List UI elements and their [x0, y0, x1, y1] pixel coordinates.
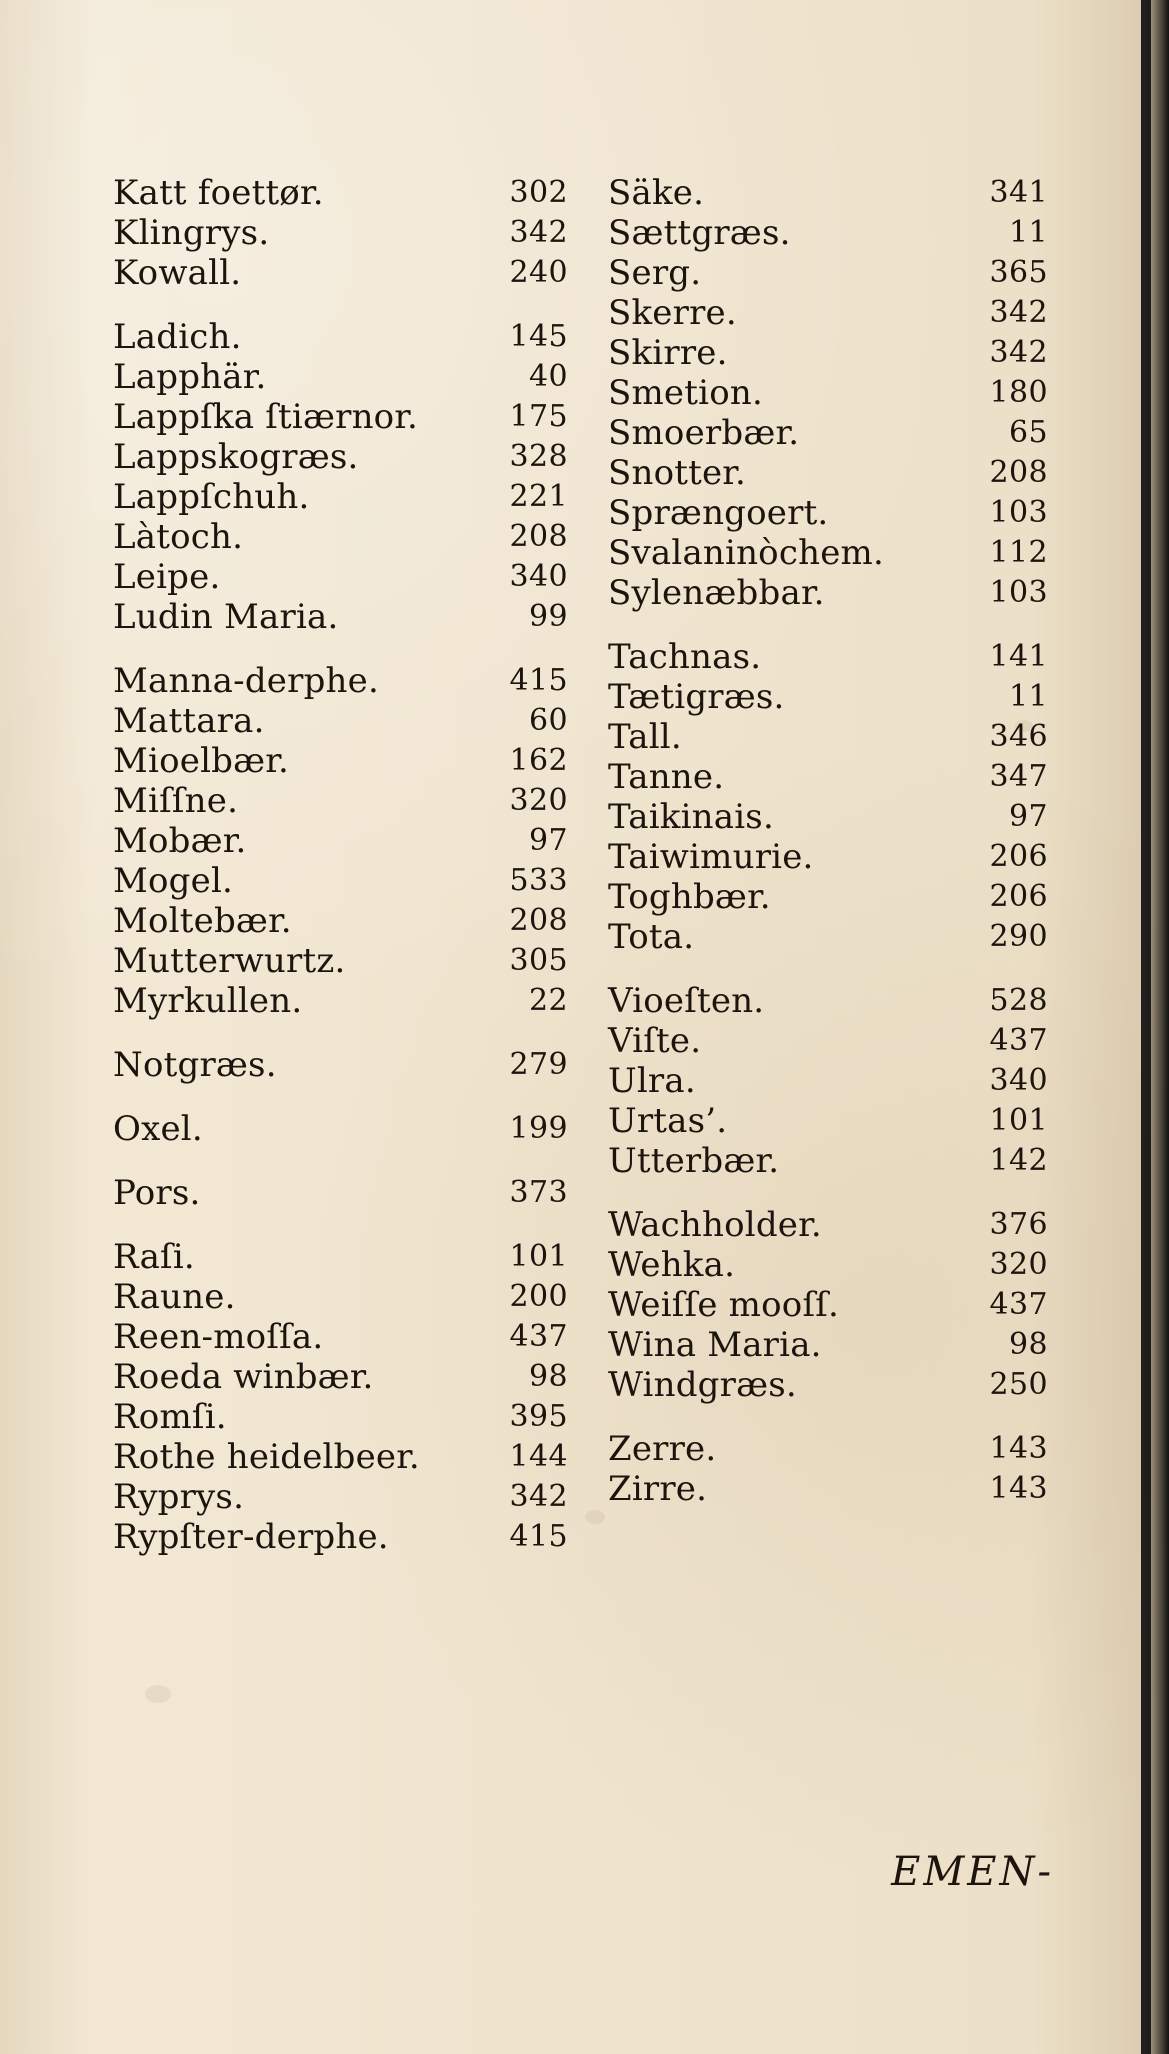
index-term: Rypſter-derphe.	[113, 1517, 389, 1557]
section-gap	[113, 1213, 568, 1237]
index-term: Moltebær.	[113, 901, 292, 941]
page-number: 437	[989, 1287, 1048, 1322]
page-number: 98	[1009, 1327, 1048, 1362]
index-term: Tachnas.	[608, 637, 762, 677]
index-term: Mattara.	[113, 701, 265, 741]
index-entry	[113, 213, 568, 253]
page-number: 221	[509, 479, 568, 514]
section-gap	[608, 613, 1048, 637]
index-entry	[608, 373, 1048, 413]
index-term: Roeda winbær.	[113, 1357, 374, 1397]
index-term: Myrkullen.	[113, 981, 303, 1021]
index-entry	[113, 701, 568, 741]
index-term: Notgræs.	[113, 1045, 277, 1085]
index-term: Vioeſten.	[608, 981, 765, 1021]
paper-stain	[145, 1685, 171, 1703]
index-term: Utterbær.	[608, 1141, 780, 1181]
index-entry	[113, 397, 568, 437]
index-entry	[113, 437, 568, 477]
index-entry	[608, 1285, 1048, 1325]
page-number: 142	[989, 1143, 1048, 1178]
page-number: 180	[989, 375, 1048, 410]
index-entry	[113, 1173, 568, 1213]
index-term: Urtas’.	[608, 1101, 728, 1141]
page-number: 60	[529, 703, 568, 738]
index-entry	[608, 293, 1048, 333]
index-entry	[608, 1245, 1048, 1285]
index-entry	[608, 413, 1048, 453]
page-number: 208	[509, 519, 568, 554]
index-term: Ryprys.	[113, 1477, 245, 1517]
index-entry	[113, 821, 568, 861]
index-term: Leipe.	[113, 557, 221, 597]
catchword: EMEN-	[891, 1849, 1054, 1895]
index-entry	[113, 661, 568, 701]
index-entry	[608, 333, 1048, 373]
index-entry	[608, 493, 1048, 533]
page-number: 208	[509, 903, 568, 938]
page-number: 528	[989, 983, 1048, 1018]
index-entry	[113, 357, 568, 397]
index-entry	[608, 837, 1048, 877]
page-number: 97	[529, 823, 568, 858]
index-term: Oxel.	[113, 1109, 203, 1149]
index-entry	[608, 677, 1048, 717]
index-term: Mioelbær.	[113, 741, 290, 781]
page-number: 206	[989, 839, 1048, 874]
page-number: 250	[989, 1367, 1048, 1402]
index-entry	[113, 1517, 568, 1557]
index-term: Mobær.	[113, 821, 247, 861]
page-number: 533	[509, 863, 568, 898]
section-gap	[608, 1181, 1048, 1205]
index-entry	[113, 901, 568, 941]
section-gap	[113, 293, 568, 317]
index-term: Taiwimurie.	[608, 837, 814, 877]
index-entry	[113, 741, 568, 781]
index-entry	[608, 573, 1048, 613]
index-entry	[608, 757, 1048, 797]
index-term: Kowall.	[113, 253, 242, 293]
index-term: Taikinais.	[608, 797, 774, 837]
right-index-column	[608, 173, 1048, 1509]
index-term: Lappskogræs.	[113, 437, 359, 477]
index-entry	[113, 1045, 568, 1085]
index-term: Zerre.	[608, 1429, 717, 1469]
index-term: Säke.	[608, 173, 705, 213]
index-term: Lappſchuh.	[113, 477, 310, 517]
index-term: Smetion.	[608, 373, 763, 413]
page-number: 22	[529, 983, 568, 1018]
section-gap	[113, 637, 568, 661]
index-entry	[113, 861, 568, 901]
page-number: 240	[509, 255, 568, 290]
page-number: 328	[509, 439, 568, 474]
index-entry	[608, 1021, 1048, 1061]
page-number: 101	[509, 1239, 568, 1274]
page-number: 342	[989, 295, 1048, 330]
page-number: 320	[509, 783, 568, 818]
page-number: 373	[509, 1175, 568, 1210]
page-number: 437	[509, 1319, 568, 1354]
index-entry	[113, 1277, 568, 1317]
index-entry	[608, 1205, 1048, 1245]
page-number: 415	[509, 1519, 568, 1554]
index-entry	[113, 517, 568, 557]
index-term: Weiſſe mooſſ.	[608, 1285, 840, 1325]
index-entry	[608, 173, 1048, 213]
index-entry	[113, 781, 568, 821]
page-number: 99	[529, 599, 568, 634]
index-term: Tota.	[608, 917, 695, 957]
page-number: 290	[989, 919, 1048, 954]
index-term: Sættgræs.	[608, 213, 791, 253]
page-number: 144	[509, 1439, 568, 1474]
index-entry	[608, 877, 1048, 917]
index-term: Windgræs.	[608, 1365, 797, 1405]
index-term: Tanne.	[608, 757, 725, 797]
index-term: Katt foettør.	[113, 173, 324, 213]
index-term: Tall.	[608, 717, 682, 757]
page-number: 103	[989, 495, 1048, 530]
index-term: Mutterwurtz.	[113, 941, 346, 981]
page-number: 342	[989, 335, 1048, 370]
index-term: Smoerbær.	[608, 413, 800, 453]
index-entry	[608, 1061, 1048, 1101]
index-entry	[608, 1141, 1048, 1181]
index-term: Ladich.	[113, 317, 242, 357]
page-number: 143	[989, 1431, 1048, 1466]
page-number: 208	[989, 455, 1048, 490]
index-term: Wina Maria.	[608, 1325, 822, 1365]
index-term: Viſte.	[608, 1021, 702, 1061]
index-term: Lappſka ſtiærnor.	[113, 397, 419, 437]
page-number: 415	[509, 663, 568, 698]
index-entry	[113, 1477, 568, 1517]
index-entry	[113, 1357, 568, 1397]
index-term: Reen-moſſa.	[113, 1317, 324, 1357]
index-term: Skirre.	[608, 333, 728, 373]
index-term: Ludin Maria.	[113, 597, 339, 637]
page-number: 162	[509, 743, 568, 778]
index-term: Miſſne.	[113, 781, 239, 821]
section-gap	[113, 1021, 568, 1045]
page-number: 145	[509, 319, 568, 354]
page-number: 437	[989, 1023, 1048, 1058]
page-number: 340	[509, 559, 568, 594]
page-number: 346	[989, 719, 1048, 754]
index-entry	[608, 1325, 1048, 1365]
index-entry	[608, 797, 1048, 837]
page-number: 40	[529, 359, 568, 394]
index-term: Toghbær.	[608, 877, 771, 917]
index-term: Skerre.	[608, 293, 737, 333]
index-term: Raſi.	[113, 1237, 195, 1277]
index-entry	[113, 557, 568, 597]
index-entry	[608, 717, 1048, 757]
page-number: 11	[1009, 215, 1048, 250]
index-entry	[113, 1397, 568, 1437]
index-entry	[608, 981, 1048, 1021]
page-number: 206	[989, 879, 1048, 914]
page-number: 347	[989, 759, 1048, 794]
index-term: Wehka.	[608, 1245, 736, 1285]
page-number: 112	[989, 535, 1048, 570]
index-entry	[608, 1429, 1048, 1469]
index-entry	[608, 1101, 1048, 1141]
page-number: 175	[509, 399, 568, 434]
index-term: Svalaninòchem.	[608, 533, 884, 573]
page-edge	[1141, 0, 1151, 2054]
index-entry	[113, 173, 568, 213]
page-number: 320	[989, 1247, 1048, 1282]
index-entry	[608, 453, 1048, 493]
page-number: 65	[1009, 415, 1048, 450]
index-entry	[608, 213, 1048, 253]
index-entry	[113, 1109, 568, 1149]
page-number: 98	[529, 1359, 568, 1394]
left-index-column	[113, 173, 568, 1557]
index-entry	[608, 1469, 1048, 1509]
index-term: Romſi.	[113, 1397, 227, 1437]
section-gap	[608, 1405, 1048, 1429]
page-number: 103	[989, 575, 1048, 610]
page-number: 143	[989, 1471, 1048, 1506]
index-entry	[113, 317, 568, 357]
index-term: Wachholder.	[608, 1205, 822, 1245]
section-gap	[113, 1085, 568, 1109]
index-entry	[608, 253, 1048, 293]
index-entry	[113, 477, 568, 517]
index-term: Lapphär.	[113, 357, 267, 397]
index-entry	[113, 1237, 568, 1277]
page-number: 341	[989, 175, 1048, 210]
index-entry	[608, 1365, 1048, 1405]
page-number: 279	[509, 1047, 568, 1082]
index-entry	[113, 1437, 568, 1477]
index-entry	[608, 917, 1048, 957]
paper-stain	[585, 1510, 605, 1524]
page-number: 97	[1009, 799, 1048, 834]
index-entry	[113, 1317, 568, 1357]
index-term: Sylenæbbar.	[608, 573, 825, 613]
index-term: Raune.	[113, 1277, 236, 1317]
index-term: Pors.	[113, 1173, 201, 1213]
page-number: 340	[989, 1063, 1048, 1098]
page-number: 302	[509, 175, 568, 210]
index-term: Mogel.	[113, 861, 234, 901]
index-term: Rothe heidelbeer.	[113, 1437, 420, 1477]
index-entry	[113, 941, 568, 981]
page-number: 200	[509, 1279, 568, 1314]
section-gap	[608, 957, 1048, 981]
page-number: 365	[989, 255, 1048, 290]
index-term: Làtoch.	[113, 517, 244, 557]
page-number: 342	[509, 215, 568, 250]
page-number: 101	[989, 1103, 1048, 1138]
index-term: Serg.	[608, 253, 702, 293]
index-term: Manna-derphe.	[113, 661, 379, 701]
page-number: 395	[509, 1399, 568, 1434]
index-term: Tætigræs.	[608, 677, 785, 717]
index-term: Snotter.	[608, 453, 747, 493]
page-number: 141	[989, 639, 1048, 674]
section-gap	[113, 1149, 568, 1173]
page-number: 11	[1009, 679, 1048, 714]
index-term: Zirre.	[608, 1469, 708, 1509]
index-term: Ulra.	[608, 1061, 696, 1101]
index-entry	[113, 253, 568, 293]
page-number: 376	[989, 1207, 1048, 1242]
index-entry	[113, 981, 568, 1021]
index-entry	[113, 597, 568, 637]
index-term: Sprængoert.	[608, 493, 829, 533]
index-entry	[608, 637, 1048, 677]
page-number: 199	[509, 1111, 568, 1146]
index-entry	[608, 533, 1048, 573]
page-number: 342	[509, 1479, 568, 1514]
page-number: 305	[509, 943, 568, 978]
index-term: Klingrys.	[113, 213, 270, 253]
